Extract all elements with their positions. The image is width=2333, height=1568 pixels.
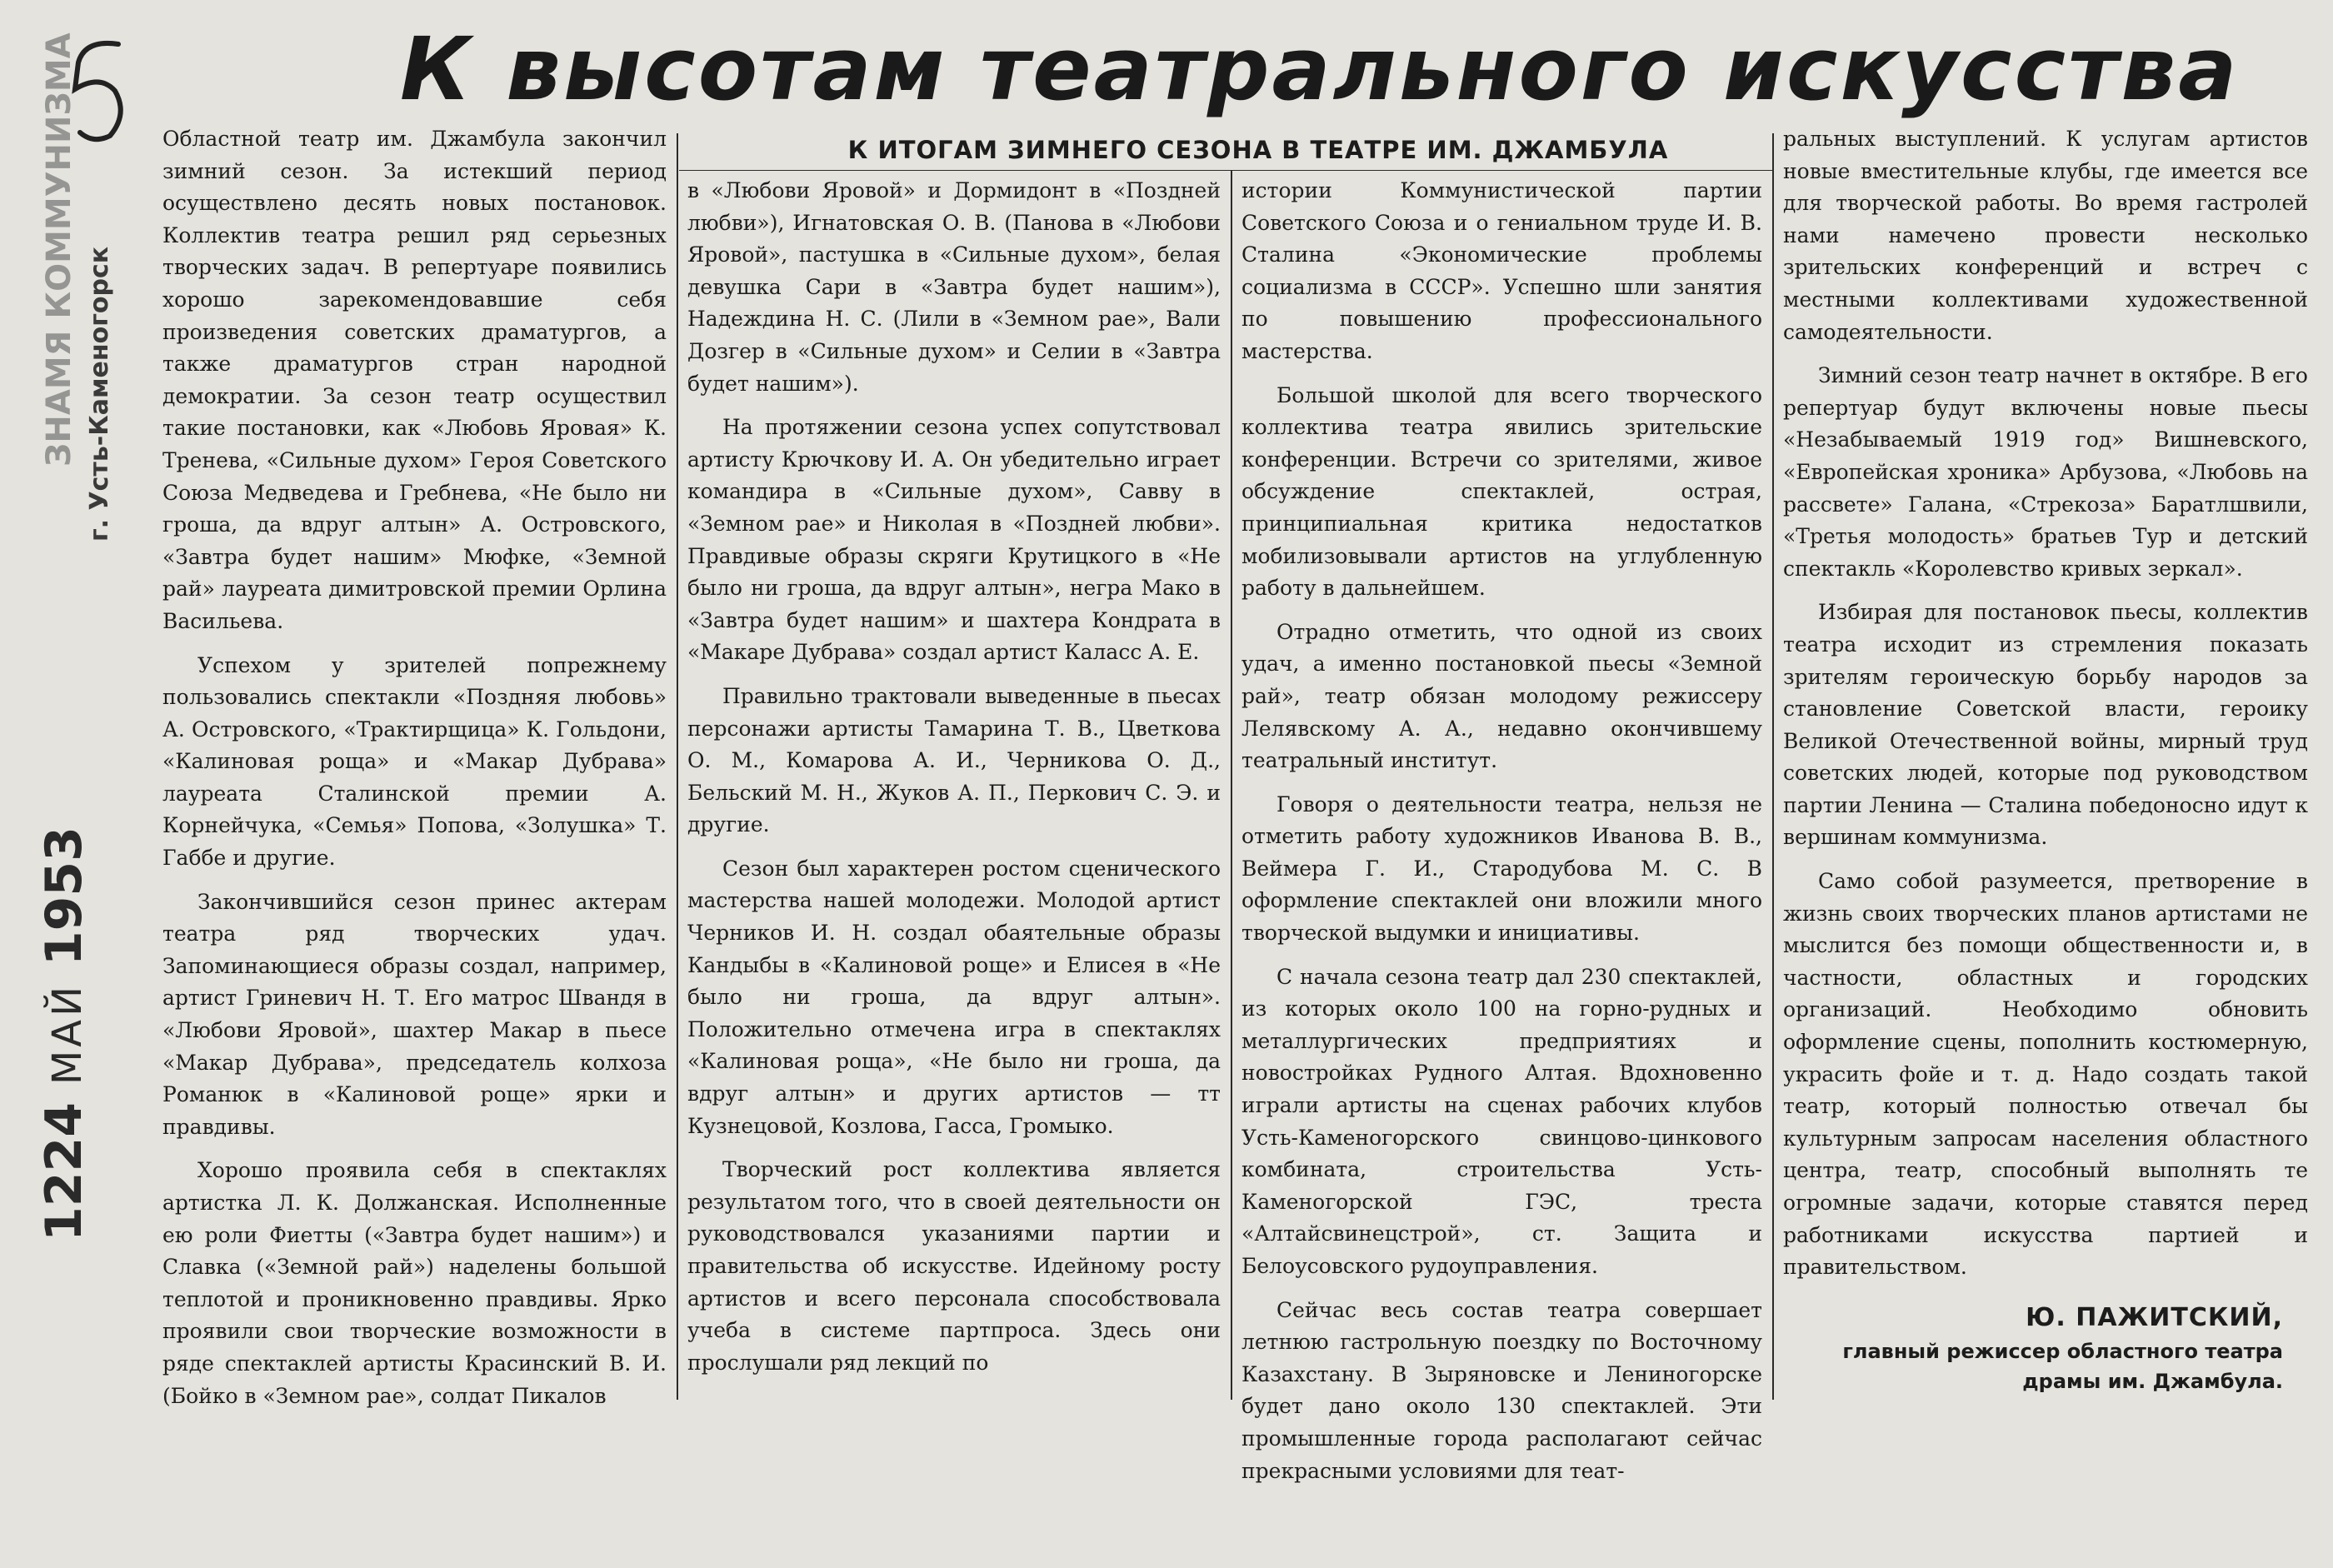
paragraph: Само собой разумеется, претворение в жизнь своих творческих планов артистами не мыслится без помощи общественности и, в частности, областных и городских организаций. Необходимо обновить оформление сцены, пополнить костюмерную, украсить фойе и т. д. Надо создать такой театр, который полностью отвечал бы культурным запросам населения областного центра, театр, способный выполнять те огромные задачи, которые ставятся перед работниками искусства партией и правительством. bbox=[1783, 869, 2308, 1280]
date-day: 24 bbox=[35, 1102, 93, 1172]
paragraph: Хорошо проявила себя в спектаклях артистка Л. К. Должанская. Исполненные ею роли Фиетты («Завтра будет нашим») и Славка («Земной рай») наделены большой теплотой и проникновенно правдивы. Ярко проявили свои творческие возможности в ряде спектаклей артисты Красинский В. И. (Бойко в «Земном рае», солдат Пикалов bbox=[162, 1158, 667, 1408]
article-column-3 bbox=[1241, 175, 1762, 1483]
paragraph: Сезон был характерен ростом сценического мастерства нашей молодежи. Молодой артист Черников И. Н. создал обаятельные образы Кандыбы в «Калиновой роще» и Елисея в «Не было ни гроша, да вдруг алтын». Положительно отмечена игра в спектаклях «Калиновая роща», «Не было ни гроша, да вдруг алтын» и других артистов — тт Кузнецовой, Козлова, Гасса, Громыко. bbox=[687, 856, 1221, 1138]
paragraph: в «Любови Яровой» и Дормидонт в «Поздней любви»), Игнатовская О. В. (Панова в «Любови Яровой», пастушка в «Сильные духом», белая девушка Сари в «Завтра будет нашим»), Надеждина Н. С. (Лили в «Земном рае», Вали Дозгер в «Сильные духом» и Селии в «Завтра будет нашим»). bbox=[687, 178, 1221, 396]
date-year: 1953 bbox=[35, 826, 93, 966]
paragraph: ральных выступлений. К услугам артистов новые вместительные клубы, где имеется все для творческой работы. Во время гастролей нами намечено провести несколько зрительских конференций и встреч с местными коллективами художественной самодеятельности. bbox=[1783, 127, 2308, 344]
date-stamp bbox=[35, 826, 93, 1241]
stamp-number: 12 bbox=[35, 1171, 93, 1241]
article-column-2 bbox=[687, 175, 1221, 1406]
paragraph: Правильно трактовали выведенные в пьесах персонажи артисты Тамарина Т. В., Цветкова О. М., Комарова А. И., Черникова О. Д., Бельский М. Н., Жуков А. П., Перкович С. Э. и другие. bbox=[687, 683, 1221, 837]
newspaper-name-stamp: ЗНАМЯ КОММУНИЗМА bbox=[40, 32, 78, 467]
column-rule-3 bbox=[1772, 133, 1774, 1400]
paragraph: Зимний сезон театр начнет в октябре. В его репертуар будут включены новые пьесы «Незабываемый 1919 год» Вишневского, «Европейская хроника» Арбузова, «Любовь на рассвете» Галана, «Стрекоза» Баратлшвили, «Третья молодость» братьев Тур и детский спектакль «Королевство кривых зеркал». bbox=[1783, 363, 2308, 581]
article-column-4 bbox=[1783, 123, 2308, 1290]
paragraph: Сейчас весь состав театра совершает летнюю гастрольную поездку по Восточному Казахстану. В Зыряновске и Лениногорске будет дано около 130 спектаклей. Эти промышленные города располагают сейчас прекрасными условиями для теат- bbox=[1241, 1297, 1762, 1483]
author-name: Ю. ПАЖИТСКИЙ, bbox=[2026, 1303, 2283, 1332]
author-signature bbox=[1833, 1300, 2283, 1396]
paragraph: Отрадно отметить, что одной из своих удач, а именно постановкой пьесы «Земной рай», театр обязан молодому режиссеру Лелявскому А. А., недавно окончившему театральный институт. bbox=[1241, 619, 1762, 773]
paragraph: С начала сезона театр дал 230 спектаклей, из которых около 100 на горно-рудных и металлургических предприятиях и новостройках Рудного Алтая. Вдохновенно играли артисты на сценах рабочих клубов Усть-Каменогорского свинцово-цинкового комбината, строительства Усть-Каменогорской ГЭС, треста «Алтайсвинецстрой», ст. Защита и Белоусовского рудоуправления. bbox=[1241, 964, 1762, 1278]
paragraph: Избирая для постановок пьесы, коллектив театра исходит из стремления показать зрителям героическую борьбу народов за становление Советской власти, героику Великой Отечественной войны, мирный труд советских людей, которые под руководством партии Ленина — Сталина победоносно идут к вершинам коммунизма. bbox=[1783, 600, 2308, 850]
paragraph: На протяжении сезона успех сопутствовал артисту Крючкову И. А. Он убедительно играет командира в «Сильные духом», Савву в «Земном рае» и Николая в «Поздней любви». Правдивые образы скряги Крутицкого в «Не было ни гроша, да вдруг алтын», негра Мако в «Завтра будет нашим» и шахтера Кондрата в «Макаре Дубрава» создал артист Каласс А. Е. bbox=[687, 415, 1221, 665]
paragraph: Большой школой для всего творческого коллектива театра явились зрительские конференции. Встречи со зрителями, живое обсуждение спектаклей, острая, принципиальная критика недостатков мобилизовывали артистов на углубленную работу в дальнейшем. bbox=[1241, 382, 1762, 601]
author-title-line-1: главный режиссер областного театра bbox=[1842, 1340, 2283, 1363]
paragraph: Творческий рост коллектива является результатом того, что в своей деятельности он руководствовался указаниями партии и правительства об искусстве. Идейному росту артистов и всего персонала способствовала учеба в системе партпроса. Здесь они прослушали ряд лекций по bbox=[687, 1157, 1221, 1375]
column-rule-2 bbox=[1231, 171, 1232, 1400]
paragraph: Областной театр им. Джамбула закончил зимний сезон. За истекший период осуществлено десять новых постановок. Коллектив театра решил ряд серьезных творческих задач. В репертуаре появились хорошо зарекомендовавшие себя произведения советских драматургов, а также драматургов стран народной демократии. За сезон театр осуществил такие постановки, как «Любовь Яровая» К. Тренева, «Сильные духом» Героя Советского Союза Медведева и Гребнева, «Не было ни гроша, да вдруг алтын» А. Островского, «Завтра будет нашим» Мюфке, «Земной рай» лауреата димитровской премии Орлина Васильева. bbox=[162, 127, 667, 633]
article-headline: К высотам театрального искусства bbox=[400, 18, 2240, 120]
column-rule-1 bbox=[677, 133, 678, 1400]
date-month: МАЙ bbox=[44, 982, 91, 1086]
article-column-1 bbox=[162, 123, 667, 1406]
subhead-rule bbox=[679, 170, 1772, 171]
paragraph: истории Коммунистической партии Советского Союза и о гениальном труде И. В. Сталина «Экономические проблемы социализма в СССР». Успешно шли занятия по повышению профессионального мастерства. bbox=[1241, 178, 1762, 363]
paragraph: Успехом у зрителей попрежнему пользовались спектакли «Поздняя любовь» А. Островского, «Трактирщица» К. Гольдони, «Калиновая роща» и «Макар Дубрава» лауреата Сталинской премии А. Корнейчука, «Семья» Попова, «Золушка» Т. Габбе и другие. bbox=[162, 652, 667, 871]
paragraph: Говоря о деятельности театра, нельзя не отметить работу художников Иванова В. В., Веймера Г. И., Стародубова М. С. В оформление спектаклей они вложили много творческой выдумки и инициативы. bbox=[1241, 791, 1762, 946]
author-title-line-2: драмы им. Джамбула. bbox=[2022, 1370, 2283, 1393]
paragraph: Закончившийся сезон принес актерам театра ряд творческих удач. Запоминающиеся образы создал, например, артист Гриневич Н. Т. Его матрос Швандя в «Любови Яровой», шахтер Макар в пьесе «Макар Дубрава», председатель колхоза Романюк в «Калиновой роще» ярки и правдивы. bbox=[162, 889, 667, 1139]
article-subheadline: К ИТОГАМ ЗИМНЕГО СЕЗОНА В ТЕАТРЕ ИМ. ДЖАМБУЛА bbox=[847, 136, 1669, 164]
city-stamp: г. Усть-Каменогорск bbox=[85, 246, 114, 542]
